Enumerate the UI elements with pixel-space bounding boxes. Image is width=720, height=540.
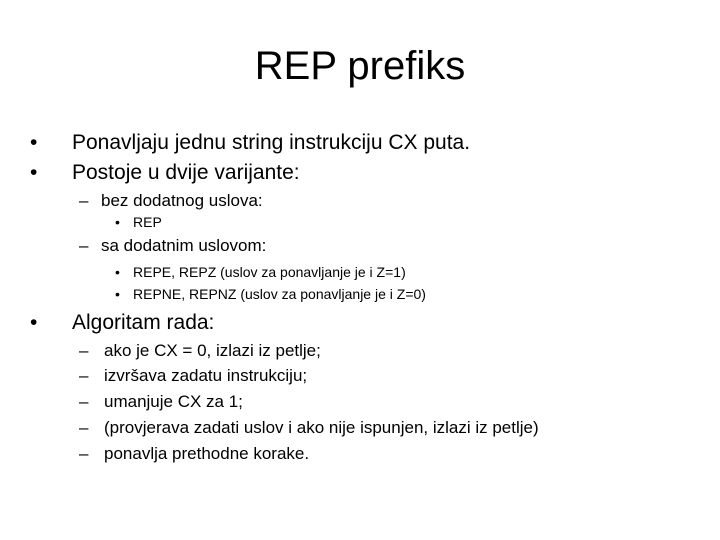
sub-item-text: sa dodatnim uslovom:	[101, 236, 267, 255]
sub-item-text: izvršava zadatu instrukciju;	[104, 366, 308, 385]
bullet-text: Algoritam rada:	[72, 311, 215, 334]
bullet-marker: •	[115, 286, 120, 302]
dash-marker: –	[79, 392, 89, 411]
bullet-marker: •	[115, 264, 120, 280]
dash-marker: –	[79, 341, 89, 360]
sub-sub-item-text: REPNE, REPNZ (uslov za ponavljanje je i Z=0)	[133, 286, 426, 302]
sub-item-text: bez dodatnog uslova:	[101, 191, 263, 210]
sub-item-text: ako je CX = 0, izlazi iz petlje;	[104, 341, 321, 360]
dash-marker: –	[79, 366, 89, 385]
dash-marker: –	[79, 191, 89, 210]
bullet-marker: •	[30, 161, 38, 184]
dash-marker: –	[79, 236, 89, 255]
bullet-text: Postoje u dvije varijante:	[72, 161, 300, 184]
dash-marker: –	[79, 444, 89, 463]
slide-title: REP prefiks	[254, 44, 466, 88]
bullet-text: Ponavljaju jednu string instrukciju CX puta.	[72, 131, 471, 154]
bullet-marker: •	[30, 131, 38, 154]
sub-item-text: umanjuje CX za 1;	[104, 392, 243, 411]
sub-sub-item-text: REP	[133, 214, 162, 230]
sub-item-text: ponavlja prethodne korake.	[104, 444, 310, 463]
bullet-marker: •	[115, 214, 120, 230]
dash-marker: –	[79, 418, 89, 437]
sub-item-text: (provjerava zadati uslov i ako nije ispunjen, izlazi iz petlje)	[104, 418, 539, 437]
sub-sub-item-text: REPE, REPZ (uslov za ponavljanje je i Z=1)	[133, 264, 406, 280]
bullet-marker: •	[30, 311, 38, 334]
